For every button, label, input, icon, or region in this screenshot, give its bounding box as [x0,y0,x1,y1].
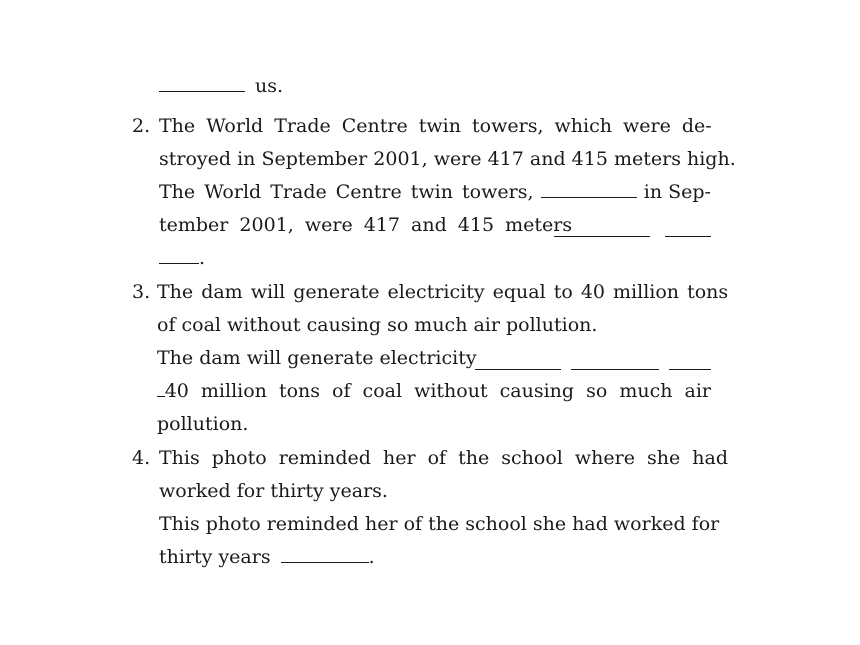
item-4-period: . [368,546,375,568]
answer-blank[interactable] [475,353,561,370]
item-3-rewrite-line-1 [157,346,711,370]
item-2-rewrite-line2-text: tember 2001, were 417 and 415 meters [159,214,573,236]
item-3-rewrite-line-3 [157,412,248,436]
item-3-rewrite-line-2 [157,379,711,403]
item-2-rewrite-end: in Sep- [643,181,711,203]
answer-blank[interactable] [665,220,711,237]
answer-blank[interactable] [157,380,165,397]
answer-blank[interactable] [159,75,245,92]
item-3-rewrite-line2-text: 40 million tons of coal without causing so much air [164,380,711,402]
item-4-rewrite-line-1 [159,512,719,536]
item-number-3: 3. [132,281,151,303]
item-3-rewrite-start: The dam will generate electricity [157,347,477,369]
answer-blank[interactable] [159,247,199,264]
tail-text: us. [255,75,284,97]
item-2-rewrite-start: The World Trade Centre twin towers, [159,181,534,203]
answer-blank[interactable] [571,353,659,370]
answer-blank[interactable] [541,181,637,198]
item-4-rewrite-start: thirty years [159,546,271,568]
item-number-2: 2. [132,115,151,137]
item-2-original-text-2: stroyed in September 2001, were 417 and 415 meters high. [159,148,736,170]
answer-blank[interactable] [669,353,711,370]
item-2-original-text-1: The World Trade Centre twin towers, which were de- [159,115,712,137]
item-4-rewrite-line-2 [159,545,375,569]
item-number-4: 4. [132,447,151,469]
item-2-original-line-2 [159,147,736,171]
answer-blank[interactable] [281,546,369,563]
item-2-rewrite-line-3 [159,246,205,270]
item-2-rewrite-line-1 [159,180,711,204]
item-2-rewrite-line-2 [159,213,711,237]
item-4-original-line-2 [159,479,388,503]
item-2-period: . [199,247,206,269]
prev-item-tail [159,74,283,98]
item-3-original-line-1 [157,280,729,304]
item-3-rewrite-line3-text: pollution. [157,413,249,435]
answer-blank[interactable] [554,220,650,237]
item-3-original-line-2 [157,313,597,337]
item-2-original-line-1 [159,114,711,138]
item-3-original-text-2: of coal without causing so much air pollution. [157,314,598,336]
item-4-original-text-1: This photo reminded her of the school where she had [159,447,728,469]
item-4-original-text-2: worked for thirty years. [159,480,388,502]
item-4-rewrite-line1-text: This photo reminded her of the school she had worked for [159,513,720,535]
item-3-original-text-1: The dam will generate electricity equal to 40 million tons [157,281,729,303]
item-4-original-line-1 [159,446,728,470]
